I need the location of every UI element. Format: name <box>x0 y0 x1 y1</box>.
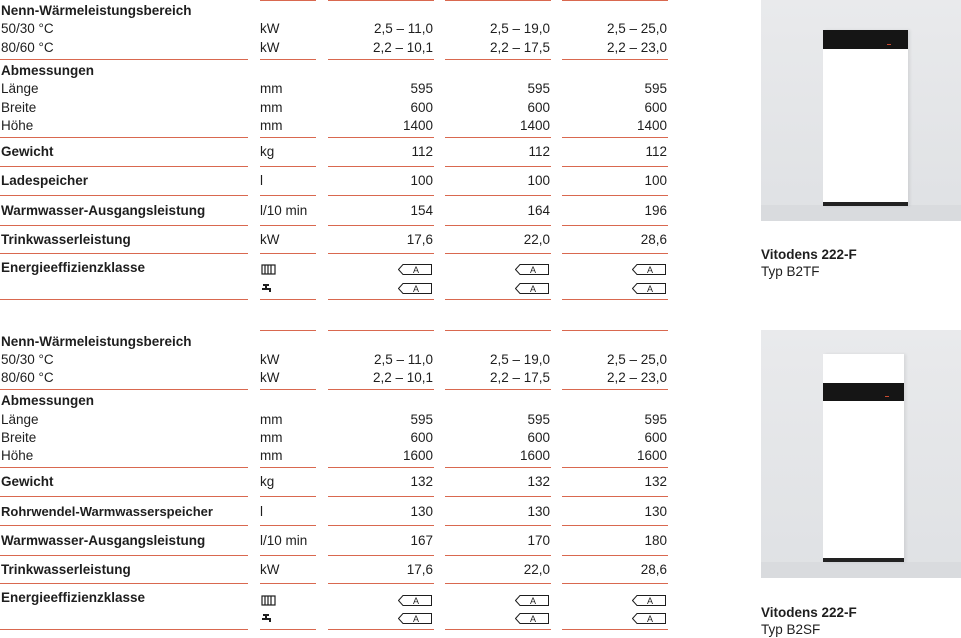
row-label: Länge <box>1 412 39 427</box>
energy-class-value: A <box>413 596 420 606</box>
rule <box>0 467 248 468</box>
tap-icon <box>261 613 277 624</box>
energy-class-value: A <box>647 284 654 294</box>
row-unit: kW <box>260 21 280 36</box>
section-title-heat-output: Nenn-Wärmeleistungsbereich <box>1 334 192 349</box>
row-unit: l <box>260 173 263 188</box>
rule <box>0 299 248 300</box>
rule <box>0 629 248 630</box>
product-caption-b2tf <box>761 246 857 280</box>
energy-class-value: A <box>530 284 537 294</box>
value-cell: 112 <box>528 144 550 159</box>
value-cell: 595 <box>410 412 433 427</box>
value-cell: 28,6 <box>640 562 667 577</box>
rule <box>260 253 316 254</box>
boiler-unit <box>823 30 908 206</box>
rule <box>328 225 434 226</box>
energy-class-value: A <box>413 614 420 624</box>
value-cell: 17,6 <box>406 562 433 577</box>
value-cell: 132 <box>644 474 667 489</box>
value-cell: 2,2 – 23,0 <box>606 40 667 55</box>
rule <box>562 166 668 167</box>
value-cell: 100 <box>644 173 667 188</box>
value-cell: 132 <box>527 474 550 489</box>
rule <box>562 225 668 226</box>
value-cell: 600 <box>527 430 550 445</box>
product-subtitle: Typ B2SF <box>761 622 821 637</box>
product-title: Vitodens 222-F <box>761 247 857 262</box>
row-unit: kW <box>260 352 280 367</box>
rule <box>260 555 316 556</box>
value-cell: 2,5 – 25,0 <box>606 21 667 36</box>
value-cell: 2,2 – 17,5 <box>489 40 550 55</box>
value-cell: 130 <box>527 504 550 519</box>
rule <box>562 0 668 1</box>
rule <box>328 0 434 1</box>
rule <box>328 525 434 526</box>
rule <box>260 299 316 300</box>
rule <box>328 137 434 138</box>
rule <box>445 166 551 167</box>
row-label: Ladespeicher <box>1 173 89 188</box>
row-label: Höhe <box>1 118 34 133</box>
rule <box>0 555 248 556</box>
row-unit: kW <box>260 232 280 247</box>
rule <box>260 195 316 196</box>
row-label: Gewicht <box>1 474 54 489</box>
value-cell: 130 <box>410 504 433 519</box>
value-cell: 2,5 – 11,0 <box>373 352 433 367</box>
row-unit: mm <box>260 412 283 427</box>
row-label: 80/60 °C <box>1 40 54 55</box>
value-cell: 196 <box>644 203 667 218</box>
rule <box>445 583 551 584</box>
energy-class-value: A <box>647 614 654 624</box>
rule <box>445 299 551 300</box>
rule <box>328 467 434 468</box>
row-unit: mm <box>260 100 283 115</box>
rule <box>562 467 668 468</box>
section-title-dimensions: Abmessungen <box>1 63 95 78</box>
energy-label-arrow-icon <box>515 595 549 606</box>
product-caption-b2sf <box>761 604 857 638</box>
rule <box>562 137 668 138</box>
row-unit: kg <box>260 144 275 159</box>
rule <box>562 525 668 526</box>
value-cell: 100 <box>527 173 550 188</box>
rule <box>445 389 551 390</box>
rule <box>562 496 668 497</box>
value-cell: 17,6 <box>406 232 433 247</box>
rule <box>562 299 668 300</box>
value-cell: 600 <box>410 100 433 115</box>
control-panel <box>823 30 908 49</box>
value-cell: 100 <box>410 173 433 188</box>
rule <box>328 389 434 390</box>
floor <box>761 205 961 221</box>
energy-class-value: A <box>647 596 654 606</box>
row-label: Warmwasser-Ausgangsleistung <box>1 533 206 548</box>
value-cell: 22,0 <box>523 562 550 577</box>
value-cell: 180 <box>644 533 667 548</box>
rule <box>562 389 668 390</box>
value-cell: 167 <box>410 533 433 548</box>
energy-class-value: A <box>413 284 420 294</box>
value-cell: 2,2 – 10,1 <box>372 40 433 55</box>
value-cell: 1400 <box>519 118 550 133</box>
rule <box>260 330 316 331</box>
rule <box>260 583 316 584</box>
rule <box>445 137 551 138</box>
rule <box>445 555 551 556</box>
status-led <box>887 44 891 45</box>
unit-base <box>823 202 908 206</box>
row-unit: kW <box>260 40 280 55</box>
radiator-icon <box>261 264 277 275</box>
value-cell: 600 <box>410 430 433 445</box>
rule <box>0 59 248 60</box>
value-cell: 2,5 – 25,0 <box>606 352 667 367</box>
rule <box>0 496 248 497</box>
value-cell: 1600 <box>519 448 550 463</box>
rule <box>0 253 248 254</box>
rule <box>562 253 668 254</box>
value-cell: 28,6 <box>640 232 667 247</box>
product-image-b2tf <box>761 0 961 221</box>
rule <box>445 525 551 526</box>
rule <box>260 137 316 138</box>
rule <box>445 496 551 497</box>
rule <box>0 225 248 226</box>
value-cell: 1600 <box>402 448 433 463</box>
row-unit: l/10 min <box>260 203 308 218</box>
row-unit: kg <box>260 474 275 489</box>
control-panel <box>823 383 904 401</box>
rule <box>562 195 668 196</box>
rule <box>260 525 316 526</box>
value-cell: 595 <box>644 81 667 96</box>
rule <box>328 555 434 556</box>
value-cell: 2,2 – 10,1 <box>372 370 433 385</box>
rule <box>260 467 316 468</box>
energy-label-arrow-icon <box>632 595 666 606</box>
product-subtitle: Typ B2TF <box>761 264 820 279</box>
row-label: Breite <box>1 430 37 445</box>
value-cell: 2,5 – 19,0 <box>489 352 550 367</box>
radiator-icon <box>261 595 277 606</box>
value-cell: 1400 <box>402 118 433 133</box>
row-label: Höhe <box>1 448 34 463</box>
product-title: Vitodens 222-F <box>761 605 857 620</box>
energy-label-arrow-icon <box>632 283 666 294</box>
floor <box>761 562 961 578</box>
section-title-dimensions: Abmessungen <box>1 393 95 408</box>
rule <box>328 166 434 167</box>
rule <box>328 195 434 196</box>
rule <box>0 195 248 196</box>
rule <box>445 59 551 60</box>
rule <box>445 629 551 630</box>
row-label: 80/60 °C <box>1 370 54 385</box>
value-cell: 112 <box>411 144 433 159</box>
value-cell: 2,5 – 11,0 <box>373 21 433 36</box>
boiler-unit <box>823 354 904 562</box>
row-label-energy-class: Energieeffizienzklasse <box>1 590 146 605</box>
row-unit: mm <box>260 81 283 96</box>
value-cell: 2,2 – 23,0 <box>606 370 667 385</box>
rule <box>328 496 434 497</box>
section-title-heat-output: Nenn-Wärmeleistungsbereich <box>1 3 192 18</box>
rule <box>562 555 668 556</box>
energy-label-arrow-icon <box>398 613 432 624</box>
value-cell: 170 <box>527 533 550 548</box>
energy-label-arrow-icon <box>632 613 666 624</box>
rule <box>0 166 248 167</box>
rule <box>445 0 551 1</box>
rule <box>328 330 434 331</box>
rule <box>0 137 248 138</box>
row-label: Länge <box>1 81 39 96</box>
value-cell: 22,0 <box>523 232 550 247</box>
energy-label-arrow-icon <box>515 613 549 624</box>
rule <box>260 496 316 497</box>
rule <box>562 583 668 584</box>
row-label-energy-class: Energieeffizienzklasse <box>1 260 146 275</box>
rule <box>328 299 434 300</box>
rule <box>260 0 316 1</box>
energy-label-arrow-icon <box>398 283 432 294</box>
rule <box>0 525 248 526</box>
row-unit: mm <box>260 118 283 133</box>
row-unit: l/10 min <box>260 533 308 548</box>
rule <box>328 253 434 254</box>
rule <box>328 59 434 60</box>
value-cell: 595 <box>527 81 550 96</box>
value-cell: 164 <box>527 203 550 218</box>
energy-class-value: A <box>530 596 537 606</box>
value-cell: 1600 <box>636 448 667 463</box>
rule <box>445 195 551 196</box>
status-led <box>885 396 889 397</box>
unit-base <box>823 558 904 562</box>
value-cell: 154 <box>410 203 433 218</box>
row-label: Warmwasser-Ausgangsleistung <box>1 203 206 218</box>
rule <box>562 629 668 630</box>
energy-label-arrow-icon <box>515 264 549 275</box>
rule <box>260 59 316 60</box>
rule <box>328 583 434 584</box>
row-label: Trinkwasserleistung <box>1 562 131 577</box>
value-cell: 600 <box>527 100 550 115</box>
energy-label-arrow-icon <box>398 264 432 275</box>
row-label: Rohrwendel-Warmwasserspeicher <box>1 504 213 519</box>
rule <box>260 629 316 630</box>
value-cell: 132 <box>410 474 433 489</box>
energy-label-arrow-icon <box>515 283 549 294</box>
energy-class-value: A <box>530 614 537 624</box>
row-unit: l <box>260 504 263 519</box>
row-unit: mm <box>260 430 283 445</box>
value-cell: 595 <box>410 81 433 96</box>
value-cell: 600 <box>644 100 667 115</box>
row-unit: kW <box>260 370 280 385</box>
rule <box>0 583 248 584</box>
value-cell: 130 <box>644 504 667 519</box>
row-unit: kW <box>260 562 280 577</box>
rule <box>328 629 434 630</box>
value-cell: 595 <box>644 412 667 427</box>
value-cell: 595 <box>527 412 550 427</box>
rule <box>260 166 316 167</box>
product-image-b2sf <box>761 330 961 578</box>
row-label: 50/30 °C <box>1 352 54 367</box>
row-unit: mm <box>260 448 283 463</box>
energy-label-arrow-icon <box>398 595 432 606</box>
row-label: Breite <box>1 100 37 115</box>
value-cell: 600 <box>644 430 667 445</box>
value-cell: 112 <box>645 144 667 159</box>
rule <box>562 59 668 60</box>
rule <box>445 467 551 468</box>
rule <box>562 330 668 331</box>
row-label: 50/30 °C <box>1 21 54 36</box>
row-label: Gewicht <box>1 144 54 159</box>
rule <box>260 225 316 226</box>
value-cell: 1400 <box>636 118 667 133</box>
rule <box>445 225 551 226</box>
energy-class-value: A <box>530 265 537 275</box>
tap-icon <box>261 283 277 294</box>
rule <box>445 253 551 254</box>
value-cell: 2,5 – 19,0 <box>489 21 550 36</box>
rule <box>0 389 248 390</box>
energy-class-value: A <box>647 265 654 275</box>
rule <box>445 330 551 331</box>
energy-label-arrow-icon <box>632 264 666 275</box>
value-cell: 2,2 – 17,5 <box>489 370 550 385</box>
rule <box>260 389 316 390</box>
row-label: Trinkwasserleistung <box>1 232 131 247</box>
energy-class-value: A <box>413 265 420 275</box>
